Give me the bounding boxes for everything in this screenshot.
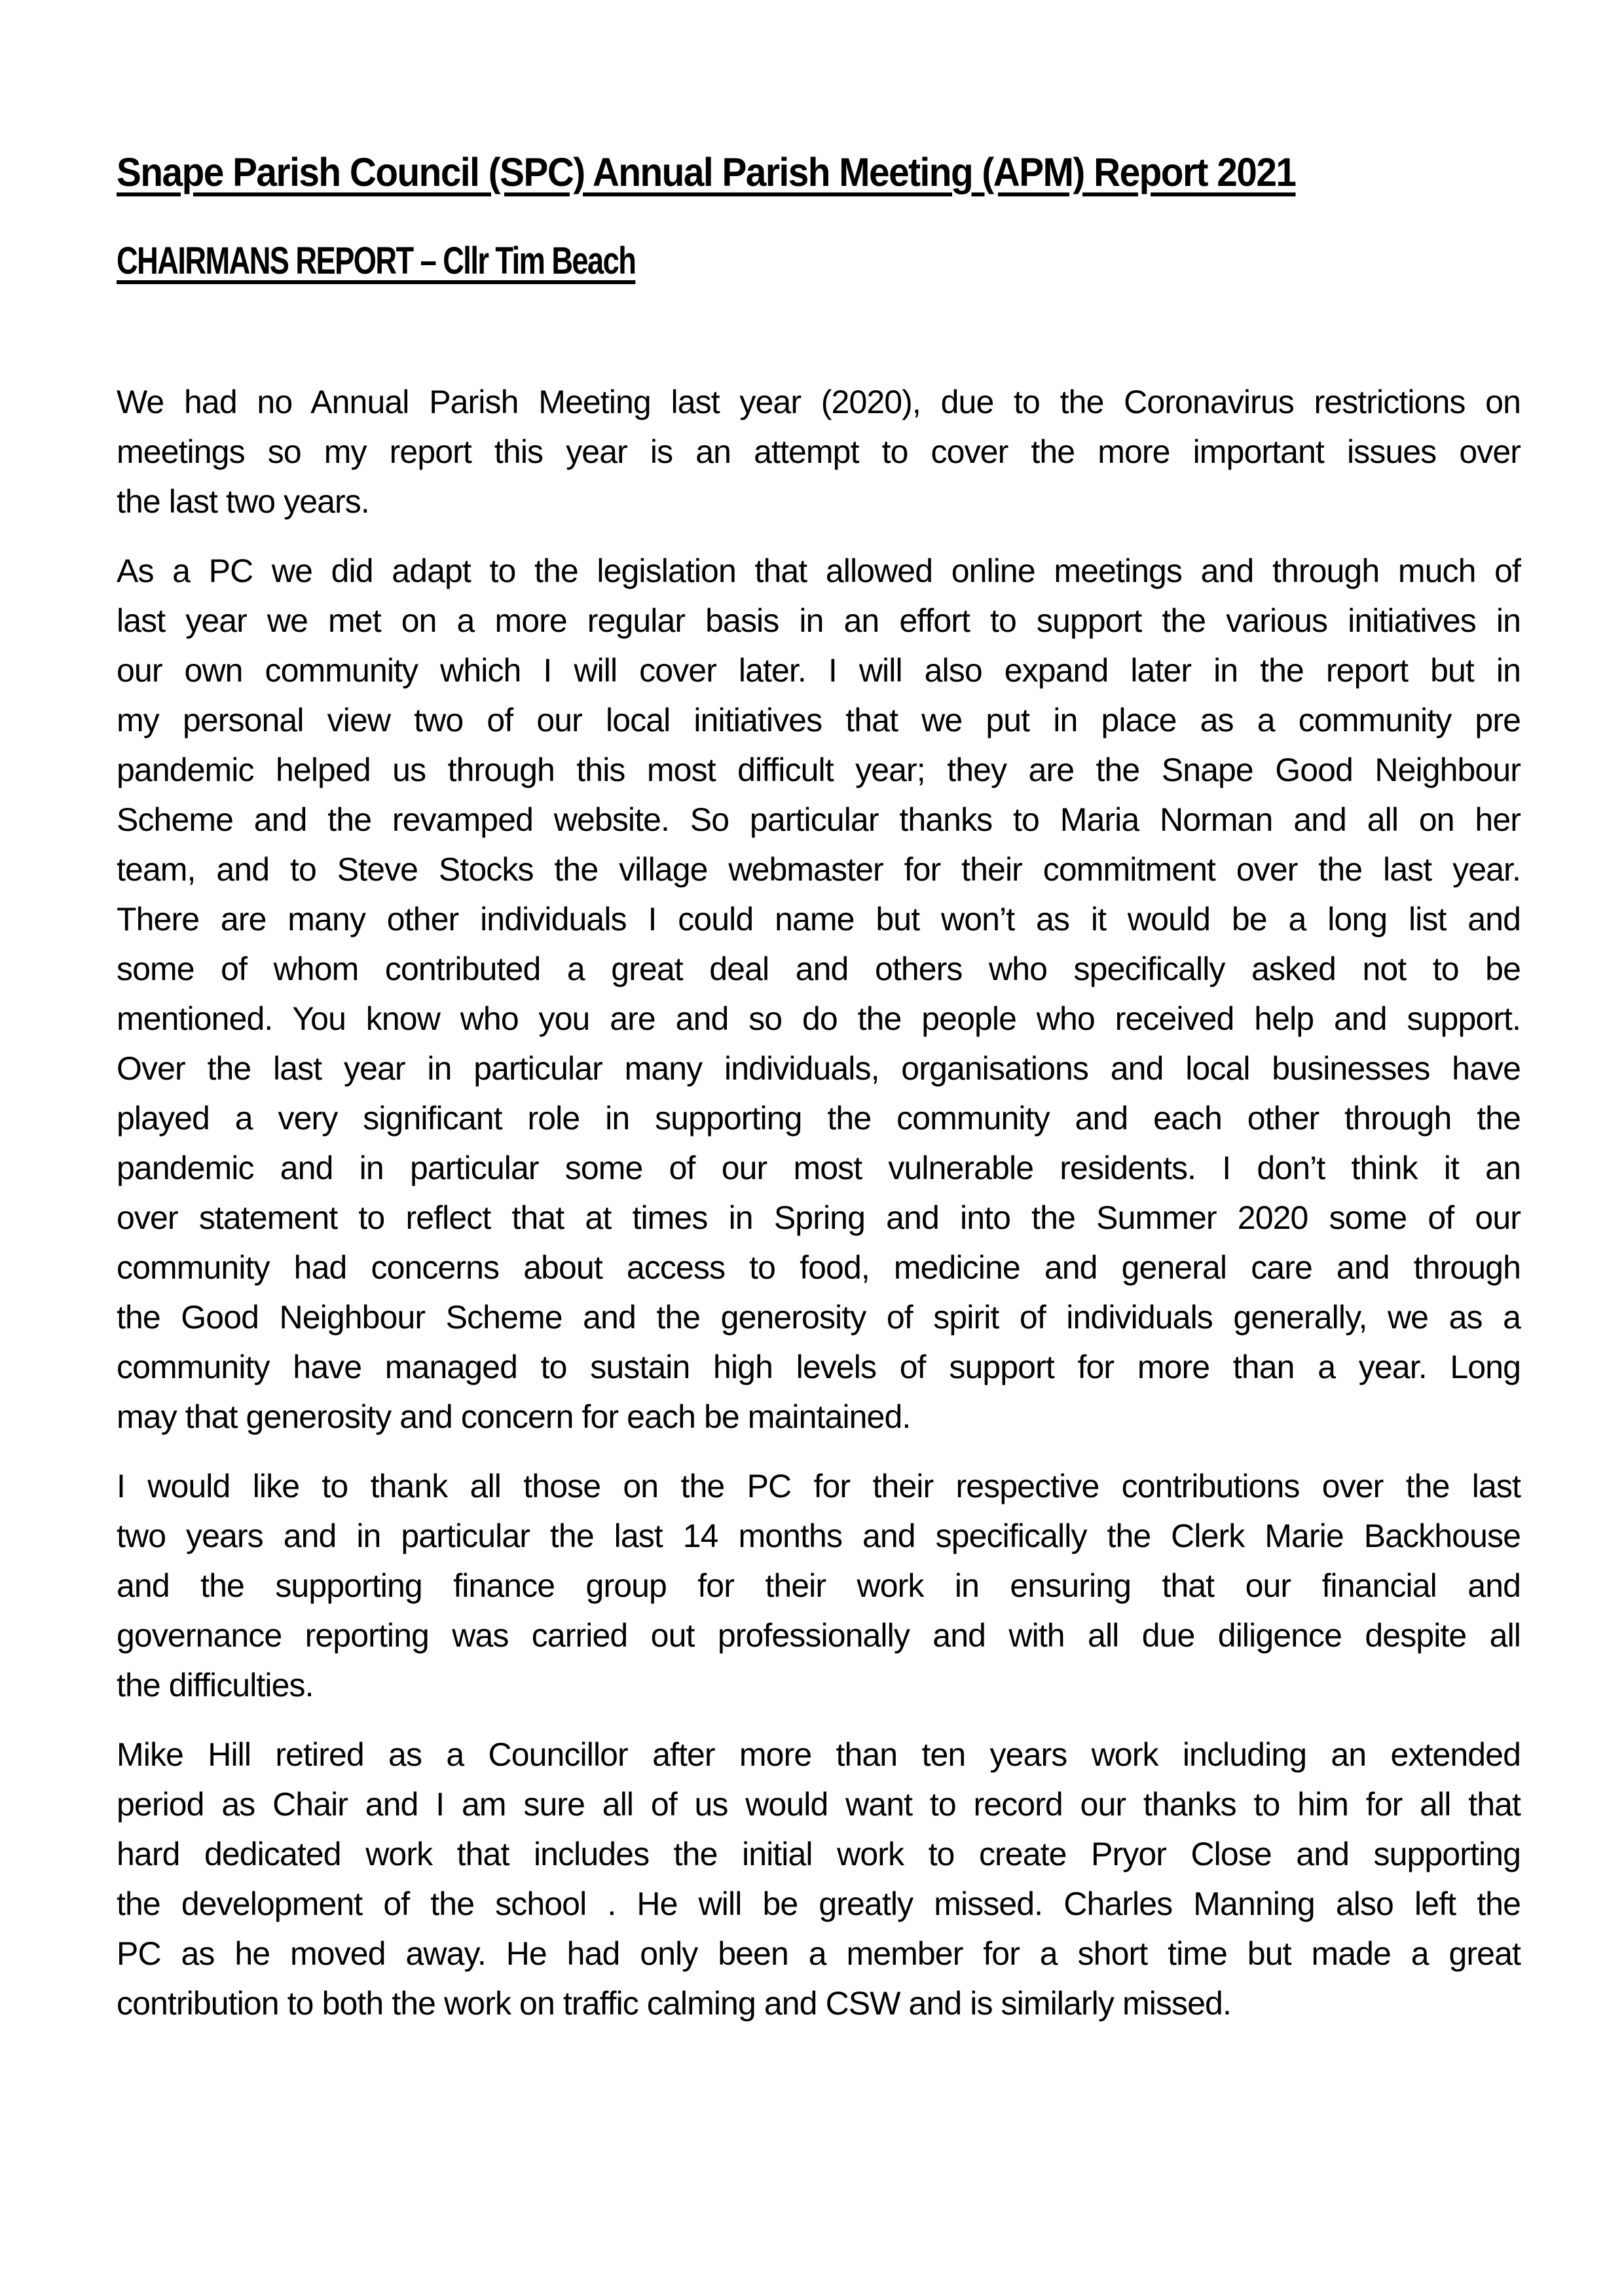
- text-line: contribution to both the work on traffic calming and CSW and is similarly missed.: [117, 1985, 1231, 2022]
- report-body: [117, 377, 1521, 2048]
- document-title: Snape Parish Council (SPC) Annual Parish Meeting (APM) Report 2021: [117, 150, 1296, 194]
- text-line: hard dedicated work that includes the initial work to create Pryor Close and supporting: [117, 1836, 1521, 1872]
- text-line: my personal view two of our local initiatives that we put in place as a community pre: [117, 702, 1521, 738]
- text-line: over statement to reflect that at times in Spring and into the Summer 2020 some of our: [117, 1199, 1521, 1236]
- text-line: team, and to Steve Stocks the village webmaster for their commitment over the last year.: [117, 851, 1521, 888]
- text-line: governance reporting was carried out professionally and with all due diligence despite all: [117, 1617, 1521, 1654]
- text-line: community had concerns about access to food, medicine and general care and through: [117, 1249, 1521, 1286]
- text-line: some of whom contributed a great deal and others who specifically asked not to be: [117, 951, 1521, 987]
- text-line: pandemic and in particular some of our most vulnerable residents. I don’t think it an: [117, 1150, 1521, 1186]
- text-line: two years and in particular the last 14 months and specifically the Clerk Marie Backhouse: [117, 1518, 1521, 1554]
- text-line: Scheme and the revamped website. So particular thanks to Maria Norman and all on her: [117, 801, 1521, 838]
- section-heading-chairmans-report: CHAIRMANS REPORT – Cllr Tim Beach: [117, 240, 636, 282]
- text-line: last year we met on a more regular basis in an effort to support the various initiatives in: [117, 602, 1521, 639]
- text-line: played a very significant role in supporting the community and each other through the: [117, 1100, 1521, 1137]
- text-line: Over the last year in particular many individuals, organisations and local businesses have: [117, 1050, 1521, 1087]
- text-line: pandemic helped us through this most difficult year; they are the Snape Good Neighbour: [117, 752, 1521, 788]
- text-line: We had no Annual Parish Meeting last year (2020), due to the Coronavirus restrictions on: [117, 384, 1521, 420]
- text-line: period as Chair and I am sure all of us would want to record our thanks to him for all that: [117, 1786, 1521, 1823]
- text-line: mentioned. You know who you are and so do the people who received help and support.: [117, 1000, 1521, 1037]
- text-line: and the supporting finance group for their work in ensuring that our financial and: [117, 1567, 1521, 1604]
- text-line: Mike Hill retired as a Councillor after more than ten years work including an extended: [117, 1736, 1521, 1773]
- text-line: meetings so my report this year is an attempt to cover the more important issues over: [117, 433, 1521, 470]
- paragraph-thanks-pc: [117, 1461, 1521, 1710]
- text-line: the difficulties.: [117, 1667, 314, 1704]
- text-line: As a PC we did adapt to the legislation that allowed online meetings and through much of: [117, 553, 1521, 589]
- text-line: I would like to thank all those on the PC for their respective contributions over the last: [117, 1468, 1521, 1504]
- paragraph-intro: [117, 377, 1521, 526]
- text-line: may that generosity and concern for each be maintained.: [117, 1398, 911, 1435]
- text-line: the last two years.: [117, 483, 369, 520]
- text-line: the Good Neighbour Scheme and the generosity of spirit of individuals generally, we as a: [117, 1299, 1521, 1336]
- text-line: There are many other individuals I could name but won’t as it would be a long list and: [117, 901, 1521, 938]
- text-line: our own community which I will cover later. I will also expand later in the report but in: [117, 652, 1521, 689]
- paragraph-online-meetings: [117, 546, 1521, 1442]
- text-line: PC as he moved away. He had only been a member for a short time but made a great: [117, 1935, 1521, 1972]
- paragraph-retirements: [117, 1730, 1521, 2028]
- text-line: community have managed to sustain high levels of support for more than a year. Long: [117, 1349, 1521, 1385]
- text-line: the development of the school . He will be greatly missed. Charles Manning also left the: [117, 1886, 1521, 1922]
